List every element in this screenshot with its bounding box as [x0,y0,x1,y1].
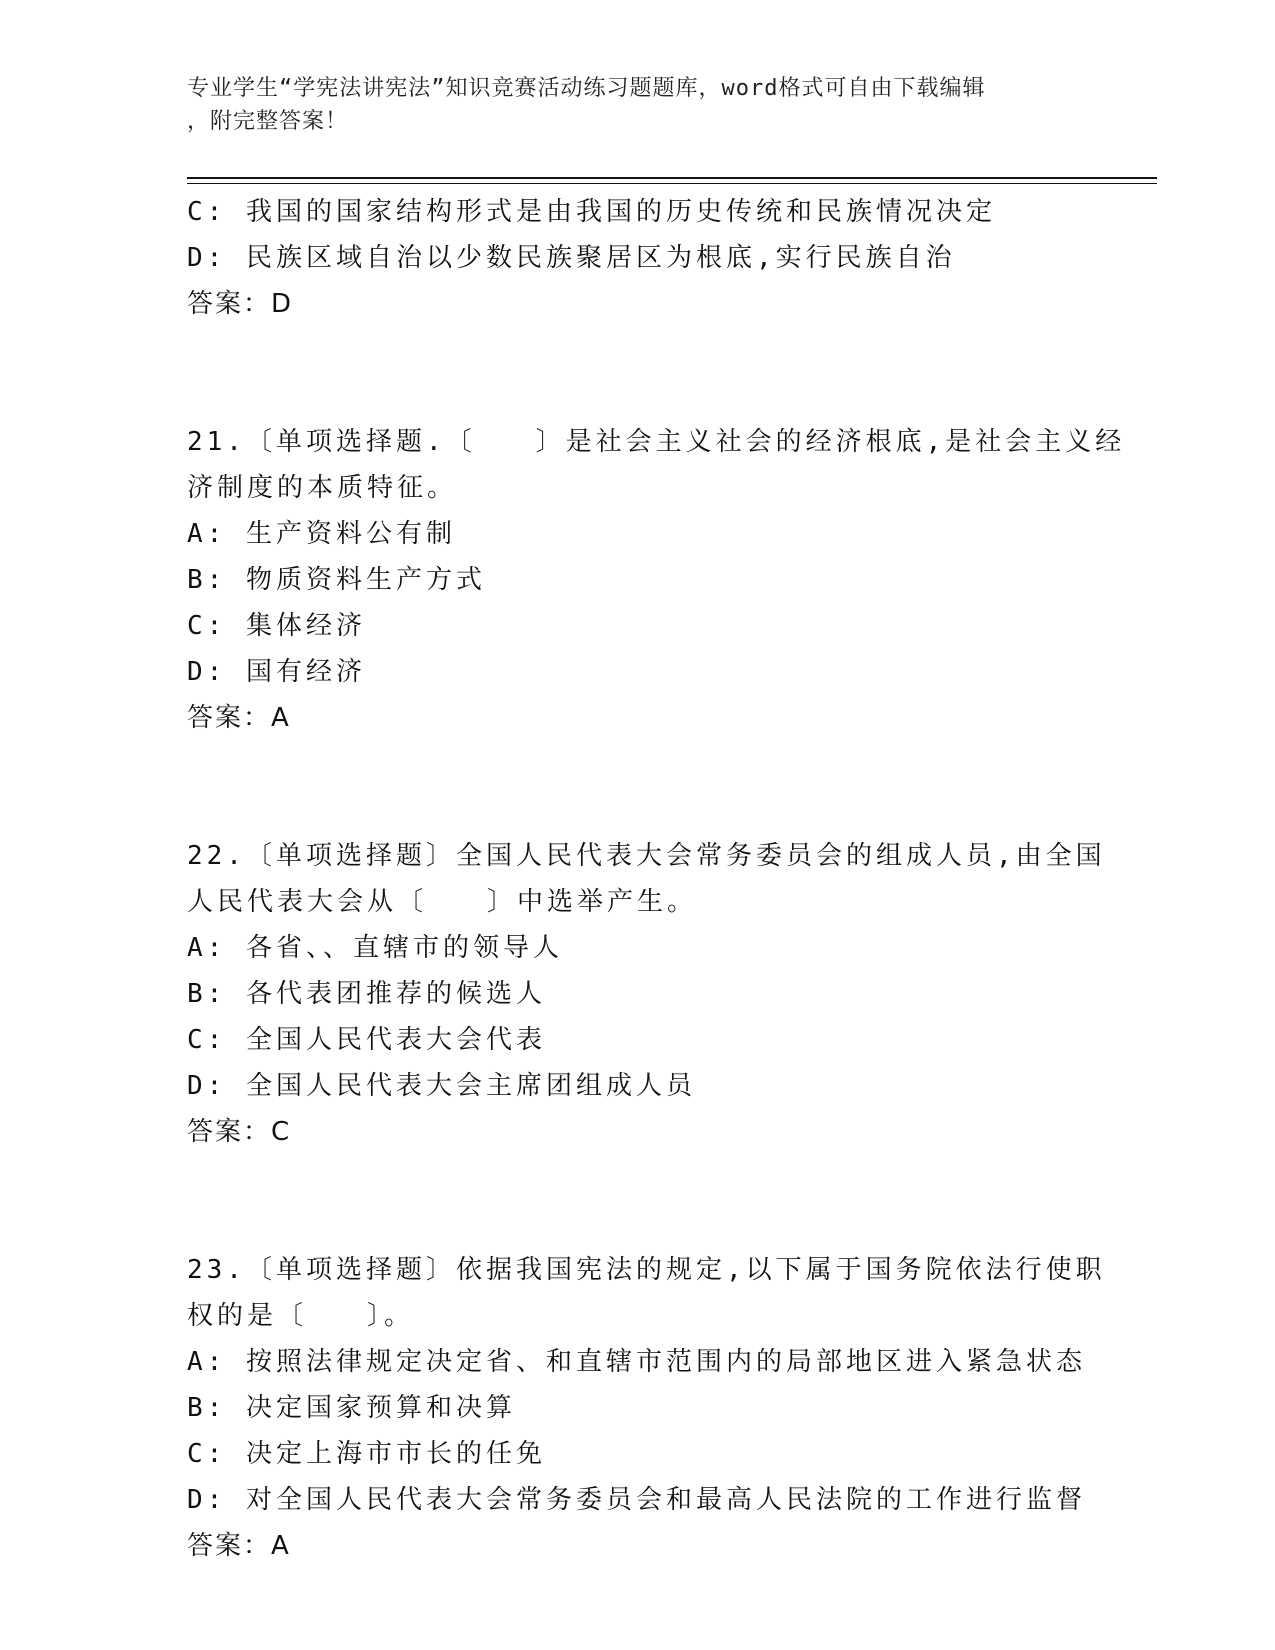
question-22 [187,833,1106,1155]
answer: 答案：A [187,703,291,733]
header-divider [187,177,1157,179]
header-line-2: ，附完整答案！ [187,109,349,134]
question-stem-cont: 权的是〔 〕。 [187,1301,415,1331]
previous-question-tail [187,189,1087,327]
header-line-1: 专业学生“学宪法讲宪法”知识竞赛活动练习题题库，word格式可自由下载编辑 [187,76,986,101]
option-c: C: 集体经济 [187,611,366,641]
option-b: B: 各代表团推荐的候选人 [187,979,546,1009]
document-header [187,72,1067,138]
question-content [187,189,1126,1569]
question-21 [187,419,1126,741]
question-stem: 21.〔单项选择题.〔 〕是社会主义社会的经济根底,是社会主义经 [187,427,1126,457]
question-stem: 23.〔单项选择题〕依据我国宪法的规定,以下属于国务院依法行使职 [187,1255,1106,1285]
option-a: A: 生产资料公有制 [187,519,456,549]
option-d: D: 对全国人民代表大会常务委员会和最高人民法院的工作进行监督 [187,1485,1086,1515]
header-divider-thin [187,183,1157,184]
question-23 [187,1247,1106,1569]
option-c: C: 全国人民代表大会代表 [187,1025,546,1055]
option-a: A: 各省、、直辖市的领导人 [187,933,563,963]
option-c: C: 我国的国家结构形式是由我国的历史传统和民族情况决定 [187,197,996,227]
option-c: C: 决定上海市市长的任免 [187,1439,546,1469]
question-stem: 22.〔单项选择题〕全国人民代表大会常务委员会的组成人员,由全国 [187,841,1106,871]
answer: 答案：A [187,1531,291,1561]
question-stem-cont: 济制度的本质特征。 [187,473,458,503]
option-d: D: 国有经济 [187,657,366,687]
option-b: B: 决定国家预算和决算 [187,1393,516,1423]
option-a: A: 按照法律规定决定省、和直辖市范围内的局部地区进入紧急状态 [187,1347,1086,1377]
question-stem-cont: 人民代表大会从〔 〕中选举产生。 [187,887,698,917]
option-d: D: 全国人民代表大会主席团组成人员 [187,1071,696,1101]
answer: 答案：D [187,289,294,319]
option-d: D: 民族区域自治以少数民族聚居区为根底,实行民族自治 [187,243,956,273]
option-b: B: 物质资料生产方式 [187,565,486,595]
answer: 答案：C [187,1117,292,1147]
